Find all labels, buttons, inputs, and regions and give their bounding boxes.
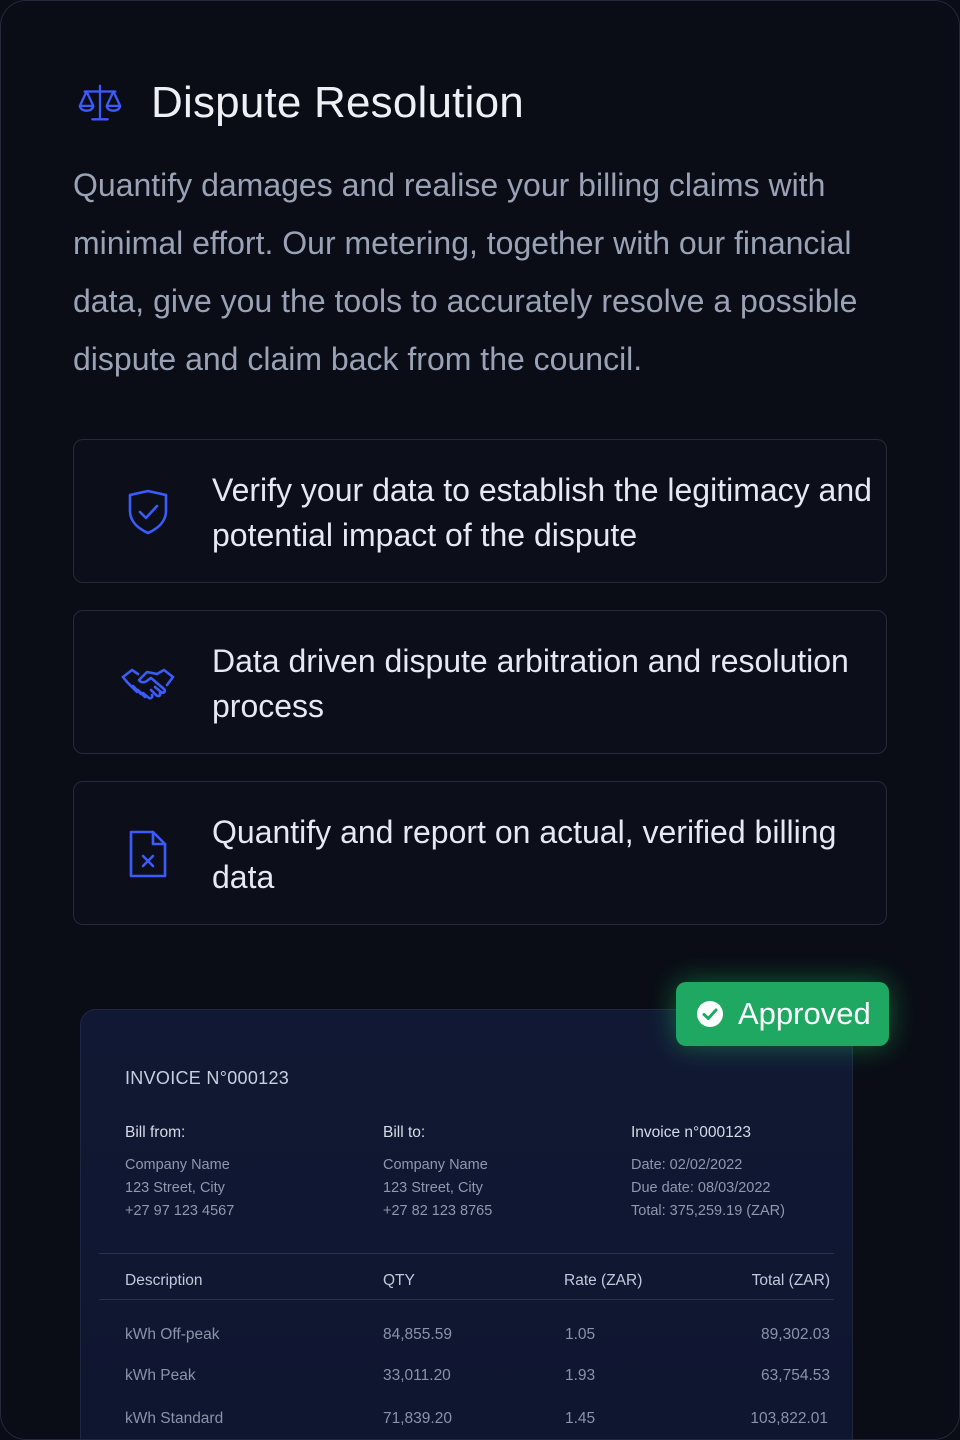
handshake-icon (120, 655, 176, 711)
bill-from-address: 123 Street, City (125, 1180, 225, 1196)
table-cell-total: 103,822.01 (750, 1410, 828, 1427)
shield-check-icon (120, 484, 176, 540)
feature-text: Verify your data to establish the legitimacy and potential impact of the dispute (212, 472, 872, 553)
invoice-date: Date: 02/02/2022 (631, 1157, 743, 1173)
table-cell-rate: 1.05 (565, 1326, 596, 1343)
invoice-due-date: Due date: 08/03/2022 (631, 1180, 771, 1196)
feature-card-verify (73, 439, 887, 583)
bill-to-phone: +27 82 123 8765 (383, 1203, 493, 1219)
bill-from (125, 1124, 234, 1223)
feature-card-quantify (73, 781, 887, 925)
invoice-total: Total: 375,259.19 (ZAR) (631, 1203, 785, 1219)
approved-badge (676, 982, 889, 1046)
table-cell-total: 63,754.53 (761, 1367, 830, 1384)
section-header (77, 73, 524, 133)
approved-label: Approved (738, 996, 871, 1031)
column-header-total: Total (ZAR) (751, 1272, 830, 1289)
table-cell-description: kWh Standard (125, 1410, 224, 1427)
bill-from-company: Company Name (125, 1157, 230, 1173)
file-x-icon (120, 826, 176, 882)
table-cell-qty: 33,011.20 (383, 1367, 451, 1384)
page-title: Dispute Resolution (151, 78, 524, 127)
bill-to-company: Company Name (383, 1157, 488, 1173)
table-cell-description: kWh Peak (125, 1367, 196, 1384)
column-header-rate: Rate (ZAR) (564, 1272, 643, 1289)
feature-card-arbitration (73, 610, 887, 754)
table-header-divider (99, 1299, 834, 1300)
bill-to (383, 1124, 492, 1223)
feature-text: Quantify and report on actual, verified billing data (212, 814, 837, 895)
check-circle-icon (696, 1000, 724, 1028)
table-cell-description: kWh Off-peak (125, 1326, 220, 1343)
column-header-qty: QTY (383, 1272, 415, 1289)
table-cell-qty: 71,839.20 (383, 1410, 452, 1427)
invoice-title: INVOICE N°000123 (125, 1068, 290, 1088)
table-top-divider (99, 1253, 834, 1254)
bill-to-address: 123 Street, City (383, 1180, 483, 1196)
bill-from-phone: +27 97 123 4567 (125, 1203, 235, 1219)
table-cell-total: 89,302.03 (761, 1326, 830, 1343)
table-cell-rate: 1.93 (565, 1367, 596, 1384)
feature-text: Data driven dispute arbitration and resolution process (212, 643, 849, 724)
column-header-description: Description (125, 1272, 203, 1289)
invoice-number: Invoice n°000123 (631, 1124, 751, 1141)
bill-from-label: Bill from: (125, 1124, 186, 1141)
table-cell-qty: 84,855.59 (383, 1326, 452, 1343)
scales-icon (77, 80, 123, 126)
table-cell-rate: 1.45 (565, 1410, 596, 1427)
invoice-card (80, 1009, 853, 1440)
intro-paragraph: Quantify damages and realise your billing claims with minimal effort. Our metering, together with our financial data, give you the tools to accurately resolve a possible dispute and claim back from the council. (73, 167, 858, 377)
bill-to-label: Bill to: (383, 1124, 426, 1141)
invoice-meta (631, 1124, 785, 1223)
